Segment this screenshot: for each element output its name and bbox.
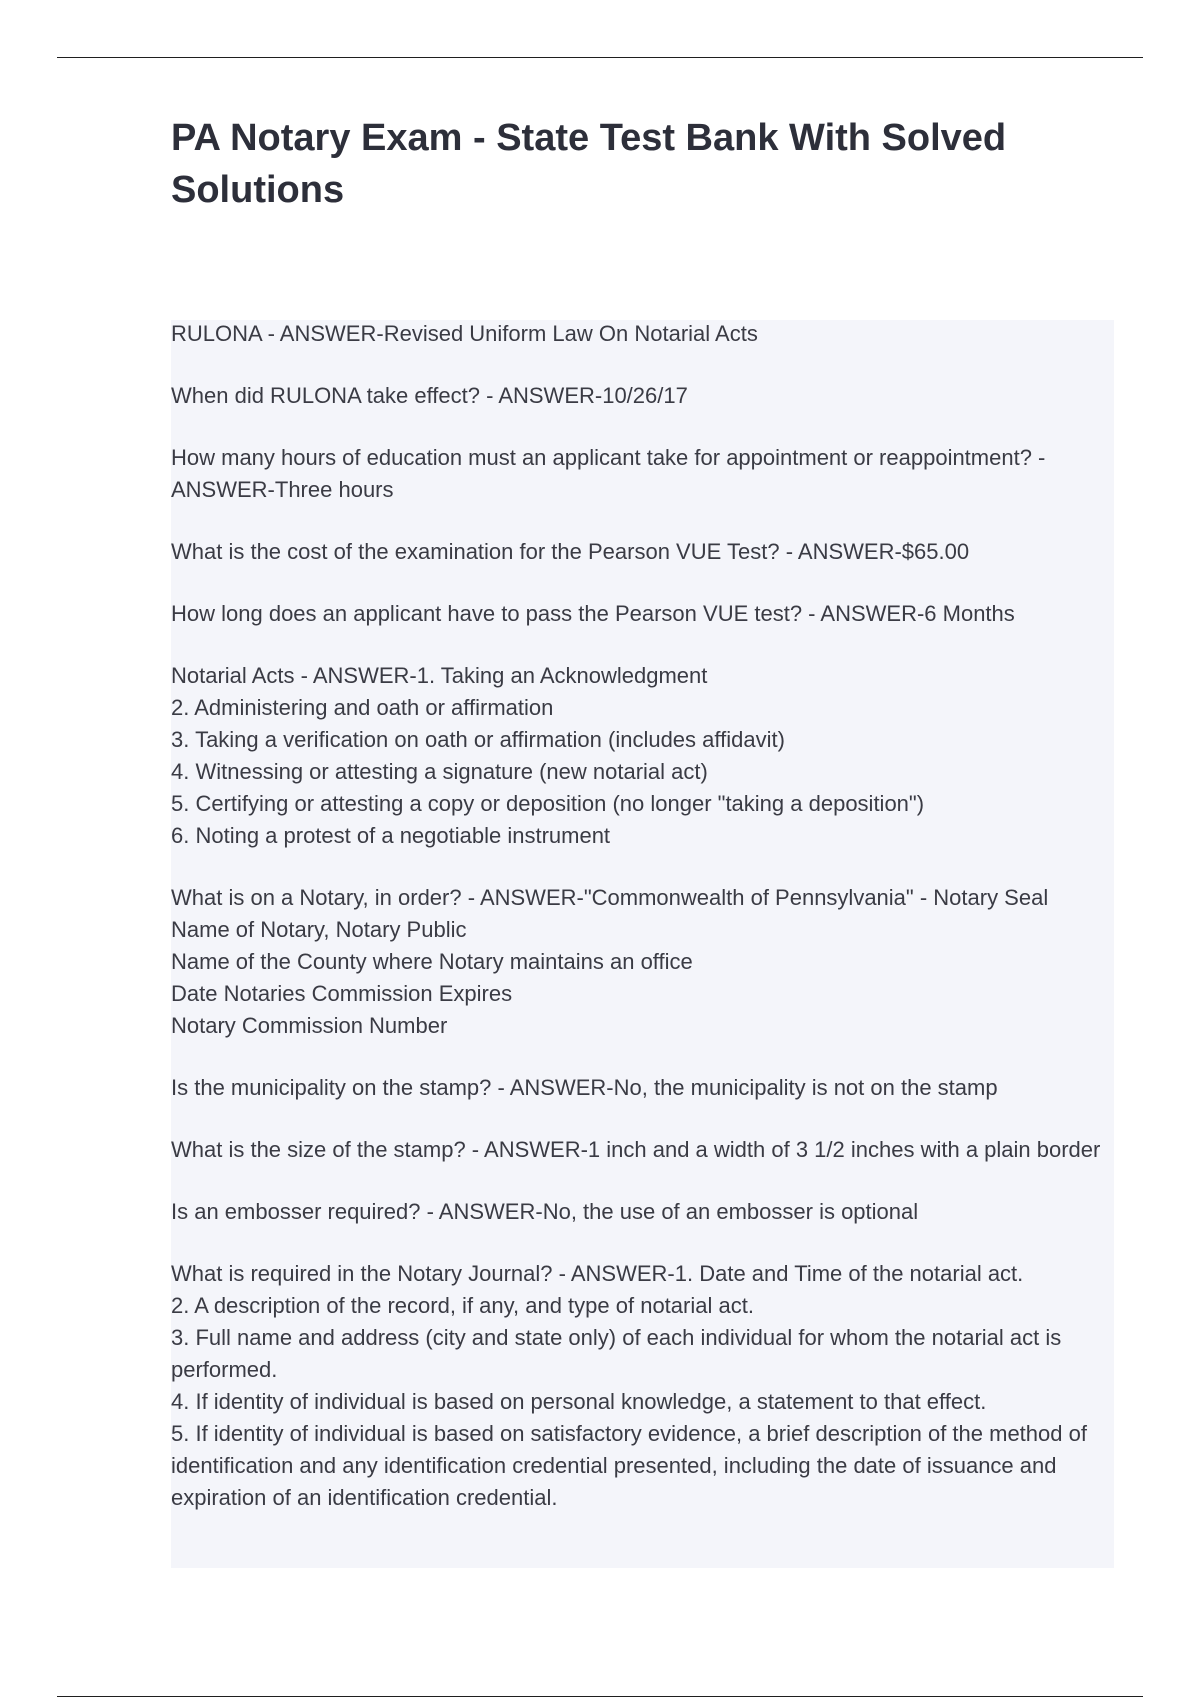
qa-item (171, 598, 1116, 630)
qa-question-answer: How long does an applicant have to pass the Pearson VUE test? - ANSWER-6 Months (171, 601, 1015, 626)
qa-list (171, 318, 1116, 1544)
qa-question-answer: What is the cost of the examination for the Pearson VUE Test? - ANSWER-$65.00 (171, 539, 970, 564)
title-line-1: PA Notary Exam - State Test Bank With Solved (171, 117, 1007, 159)
qa-item (171, 442, 1116, 506)
qa-answer-line: 6. Noting a protest of a negotiable instrument (171, 823, 611, 848)
qa-answer-line: Name of the County where Notary maintains an office (171, 949, 693, 974)
qa-question-answer: What is the size of the stamp? - ANSWER-1 inch and a width of 3 1/2 inches with a plain border (171, 1137, 1101, 1162)
qa-item (171, 380, 1116, 412)
qa-question-answer: How many hours of education must an applicant take for appointment or reappointment? - ANSWER-Three hours (171, 445, 1046, 502)
qa-question-answer: When did RULONA take effect? - ANSWER-10/26/17 (171, 383, 688, 408)
top-rule (57, 57, 1143, 58)
qa-item (171, 882, 1116, 1042)
bottom-rule (57, 1696, 1143, 1697)
qa-item (171, 1196, 1116, 1228)
qa-question-answer: Notarial Acts - ANSWER-1. Taking an Acknowledgment (171, 663, 708, 688)
qa-question-answer: Is an embosser required? - ANSWER-No, the use of an embosser is optional (171, 1199, 919, 1224)
qa-question-answer: What is required in the Notary Journal? - ANSWER-1. Date and Time of the notarial act. (171, 1261, 1024, 1286)
qa-item (171, 318, 1116, 350)
qa-answer-line: 4. Witnessing or attesting a signature (new notarial act) (171, 759, 708, 784)
qa-item (171, 660, 1116, 852)
qa-item (171, 1134, 1116, 1166)
qa-answer-line: Notary Commission Number (171, 1013, 448, 1038)
qa-answer-line: Date Notaries Commission Expires (171, 981, 513, 1006)
page-title (171, 112, 1101, 216)
qa-question-answer: What is on a Notary, in order? - ANSWER-"Commonwealth of Pennsylvania" - Notary Seal (171, 885, 1049, 910)
qa-answer-line: 5. If identity of individual is based on satisfactory evidence, a brief description of the method of identification and any identification credential presented, including the date of issuance and expiration of an identification credential. (171, 1421, 1087, 1510)
qa-question-answer: RULONA - ANSWER-Revised Uniform Law On Notarial Acts (171, 321, 758, 346)
qa-item (171, 1072, 1116, 1104)
qa-answer-line: Name of Notary, Notary Public (171, 917, 467, 942)
qa-answer-line: 3. Taking a verification on oath or affirmation (includes affidavit) (171, 727, 785, 752)
qa-item (171, 536, 1116, 568)
qa-answer-line: 4. If identity of individual is based on personal knowledge, a statement to that effect. (171, 1389, 987, 1414)
qa-item (171, 1258, 1116, 1514)
qa-answer-line: 5. Certifying or attesting a copy or deposition (no longer "taking a deposition") (171, 791, 925, 816)
title-line-2: Solutions (171, 169, 345, 211)
qa-answer-line: 2. A description of the record, if any, and type of notarial act. (171, 1293, 754, 1318)
qa-answer-line: 2. Administering and oath or affirmation (171, 695, 554, 720)
qa-answer-line: 3. Full name and address (city and state only) of each individual for whom the notarial act is performed. (171, 1325, 1062, 1382)
qa-question-answer: Is the municipality on the stamp? - ANSWER-No, the municipality is not on the stamp (171, 1075, 998, 1100)
